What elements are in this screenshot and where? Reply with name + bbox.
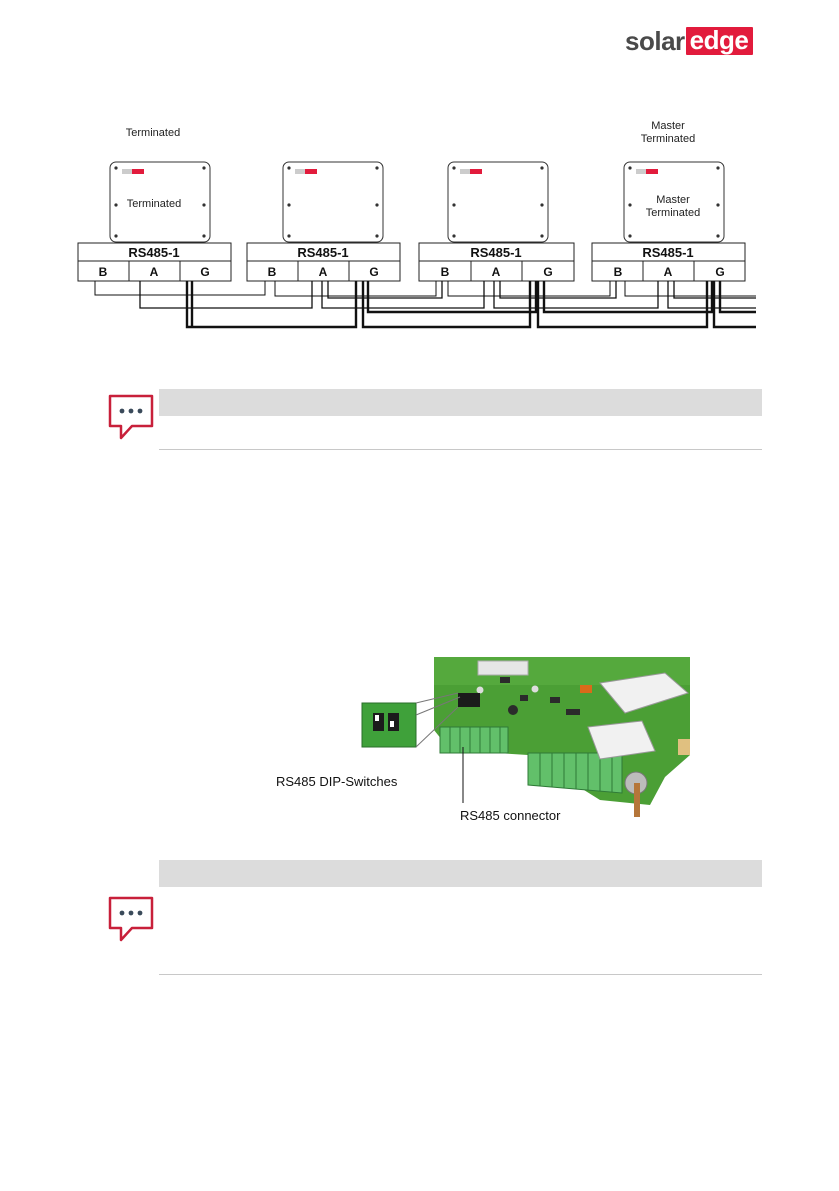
inverter-1-terminal-b: B xyxy=(98,265,108,279)
label-master-top-2: Terminated xyxy=(640,133,696,145)
inverter-4-label-1: Master xyxy=(656,194,690,206)
inverter-3-terminal-g: G xyxy=(543,265,553,279)
note-2-bottom-rule xyxy=(159,974,762,975)
rs485-bus-wires xyxy=(95,281,756,327)
inverter-3-terminal-b: B xyxy=(440,265,450,279)
inverter-2-terminal-a: A xyxy=(318,265,328,279)
inverter-1-connector: RS485-1 xyxy=(128,245,180,260)
inverter-2 xyxy=(247,162,400,281)
inverter-4-terminal-a: A xyxy=(663,265,673,279)
inverter-2-terminal-b: B xyxy=(267,265,277,279)
inverter-4-terminal-b: B xyxy=(613,265,623,279)
label-terminated-top: Terminated xyxy=(125,127,181,139)
inverter-2-connector: RS485-1 xyxy=(297,245,349,260)
inverter-2-terminal-g: G xyxy=(369,265,379,279)
solaredge-logo xyxy=(625,26,753,56)
note-1-speech-bubble-icon xyxy=(106,393,156,441)
inverter-4-label-2: Terminated xyxy=(645,207,701,219)
note-1-header-bar xyxy=(159,389,762,416)
inverter-1 xyxy=(78,162,231,281)
label-rs485-connector: RS485 connector xyxy=(460,808,561,823)
label-master-top-1: Master xyxy=(651,120,685,132)
label-dip-switches: RS485 DIP-Switches xyxy=(276,774,398,789)
inverter-3-connector: RS485-1 xyxy=(470,245,522,260)
inverter-3 xyxy=(419,162,574,281)
rs485-wiring-diagram xyxy=(70,110,770,350)
inverter-1-label: Terminated xyxy=(126,198,182,210)
note-2-speech-bubble-icon xyxy=(106,895,156,943)
inverter-3-terminal-a: A xyxy=(491,265,501,279)
note-2-header-bar xyxy=(159,860,762,887)
inverter-4-connector: RS485-1 xyxy=(642,245,694,260)
inverter-1-terminal-g: G xyxy=(200,265,210,279)
logo-solar-text: solar xyxy=(625,26,685,56)
note-1-bottom-rule xyxy=(159,449,762,450)
inverter-4 xyxy=(592,162,745,281)
inverter-1-terminal-a: A xyxy=(149,265,159,279)
logo-edge-text: edge xyxy=(686,27,754,55)
inverter-4-terminal-g: G xyxy=(715,265,725,279)
pcb-board-illustration xyxy=(270,655,700,833)
